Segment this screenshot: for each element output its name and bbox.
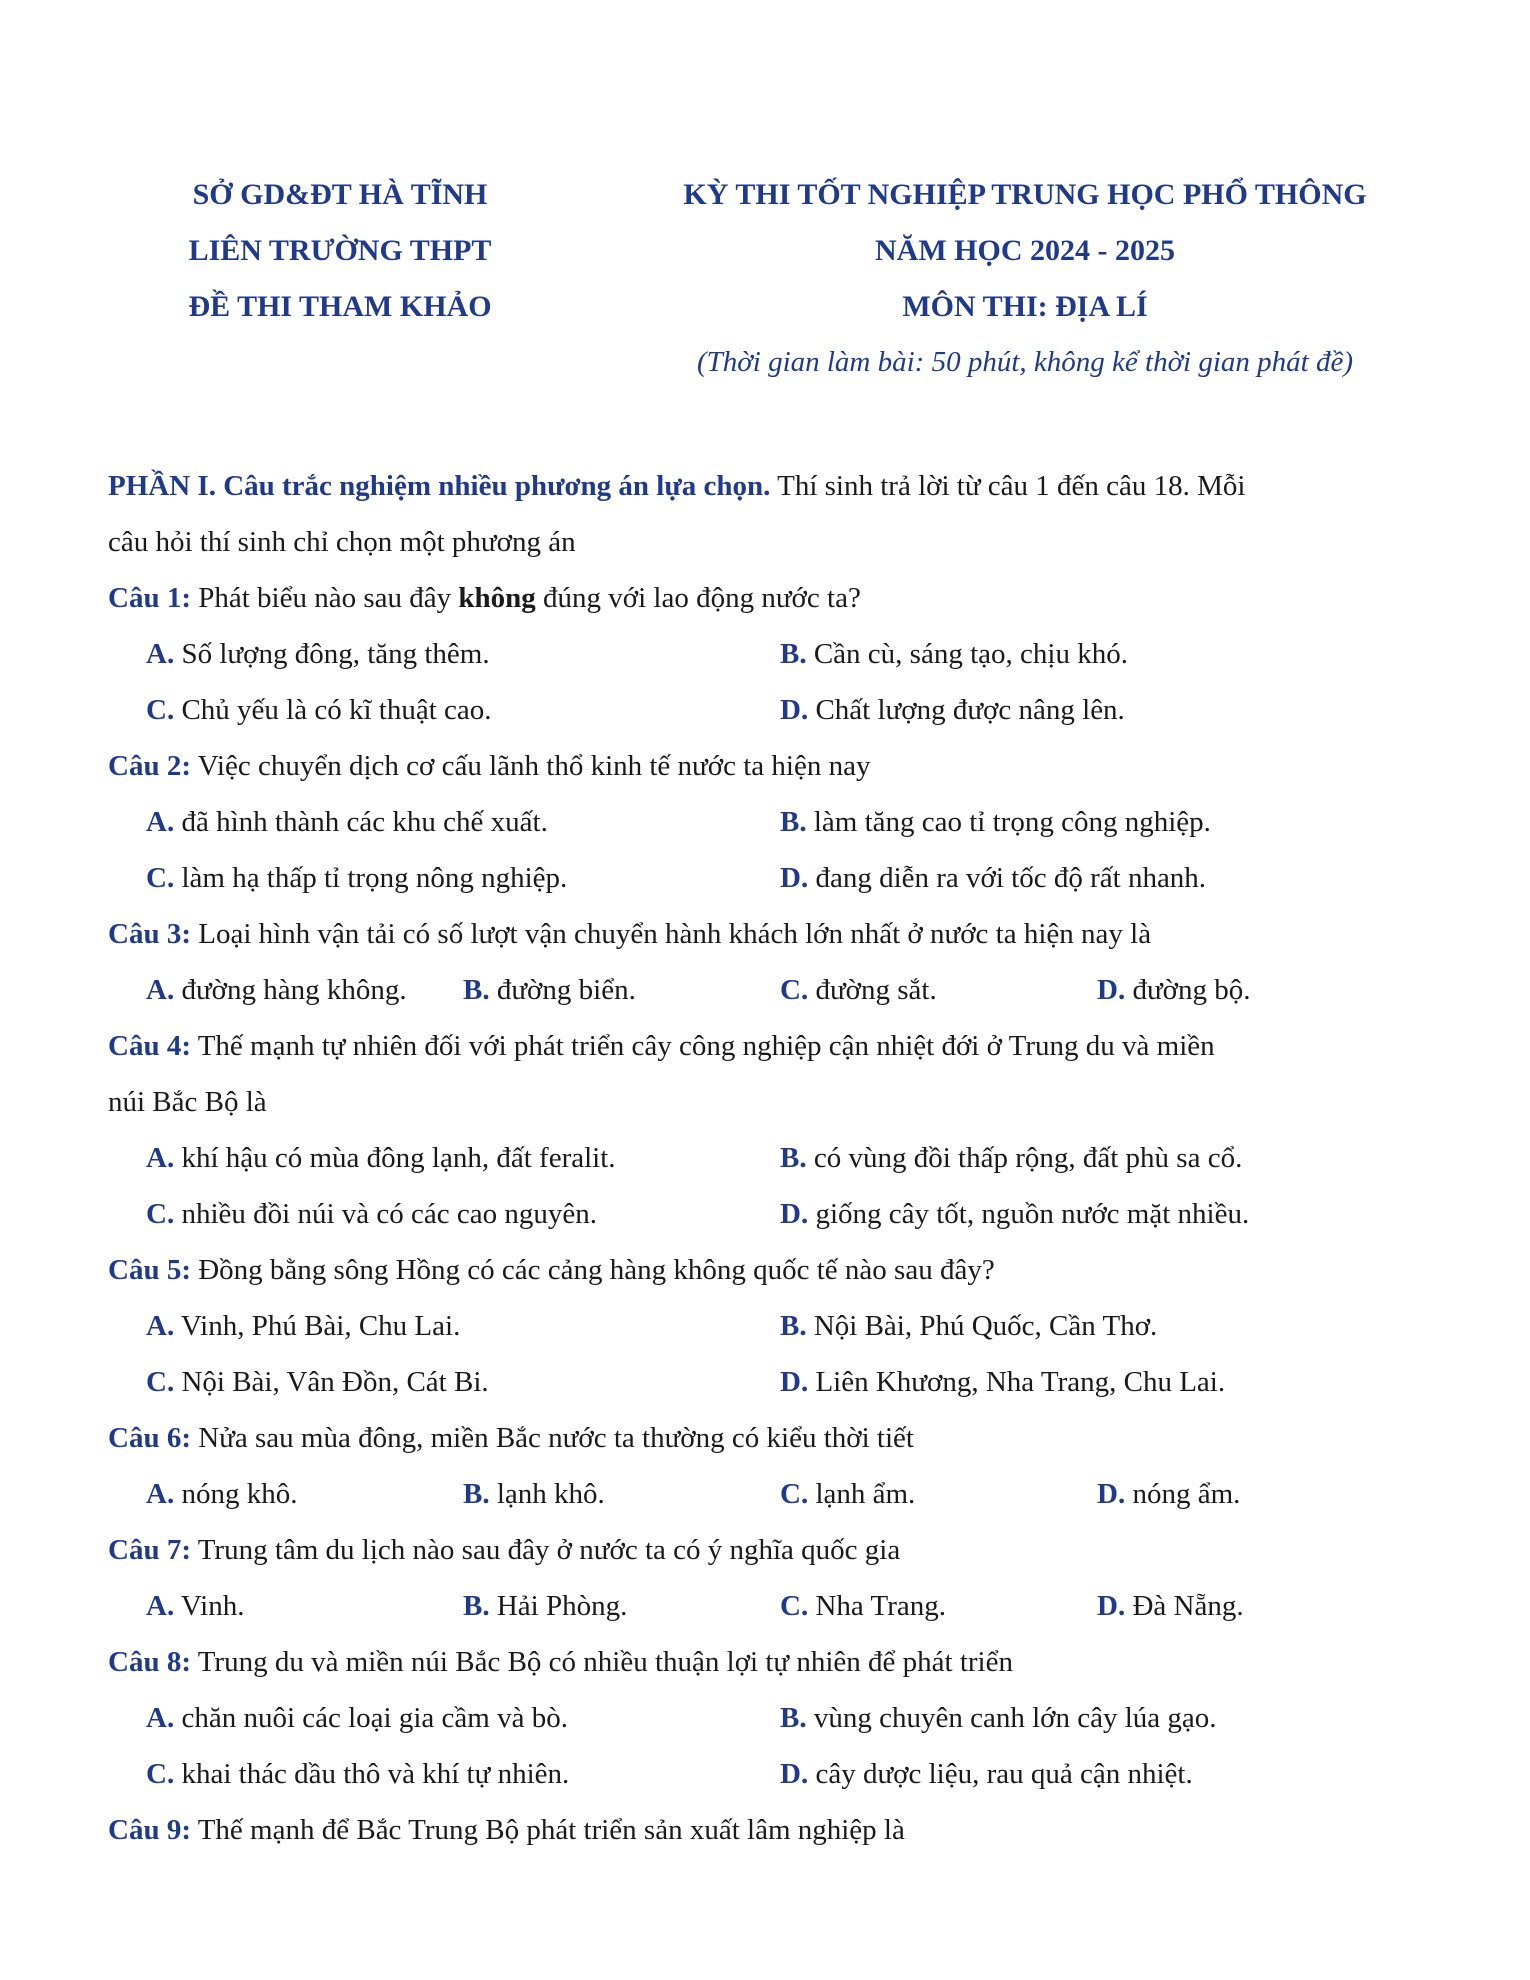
option-d: D. Đà Nẵng. xyxy=(1097,1590,1244,1622)
option-a: A. đường hàng không. xyxy=(146,974,407,1006)
question-label: Câu 5: xyxy=(108,1254,191,1286)
option-a: A. khí hậu có mùa đông lạnh, đất feralit. xyxy=(146,1142,616,1174)
question-6: Câu 6: Nửa sau mùa đông, miền Bắc nước ta thường có kiểu thời tiết xyxy=(108,1422,914,1454)
option-a: A. đã hình thành các khu chế xuất. xyxy=(146,806,548,838)
question-label: Câu 8: xyxy=(108,1646,191,1678)
header-row-1 xyxy=(0,170,1530,226)
question-5: Câu 5: Đồng bằng sông Hồng có các cảng hàng không quốc tế nào sau đây? xyxy=(108,1254,995,1286)
option-c: C. nhiều đồi núi và có các cao nguyên. xyxy=(146,1198,597,1230)
options-row xyxy=(108,1130,1428,1186)
option-d: D. nóng ẩm. xyxy=(1097,1478,1241,1510)
options-row xyxy=(108,626,1428,682)
question-label: Câu 6: xyxy=(108,1422,191,1454)
question-label: Câu 2: xyxy=(108,750,191,782)
question-7: Câu 7: Trung tâm du lịch nào sau đây ở nước ta có ý nghĩa quốc gia xyxy=(108,1534,901,1566)
option-d: D. Liên Khương, Nha Trang, Chu Lai. xyxy=(780,1366,1226,1398)
option-b: B. Nội Bài, Phú Quốc, Cần Thơ. xyxy=(780,1310,1158,1342)
option-a: A. nóng khô. xyxy=(146,1478,298,1510)
options-row xyxy=(108,1578,1428,1634)
options-row xyxy=(108,962,1428,1018)
exam-content xyxy=(108,458,1428,1858)
option-d: D. Chất lượng được nâng lên. xyxy=(780,694,1125,726)
part-instruction: Thí sinh trả lời từ câu 1 đến câu 18. Mỗi xyxy=(770,470,1246,502)
question-8: Câu 8: Trung du và miền núi Bắc Bộ có nhiều thuận lợi tự nhiên để phát triển xyxy=(108,1646,1013,1678)
school-year: NĂM HỌC 2024 - 2025 xyxy=(875,234,1175,267)
option-c: C. đường sắt. xyxy=(780,974,937,1006)
question-2: Câu 2: Việc chuyển dịch cơ cấu lãnh thổ kinh tế nước ta hiện nay xyxy=(108,750,871,782)
option-c: C. Nha Trang. xyxy=(780,1590,946,1622)
option-d: D. cây dược liệu, rau quả cận nhiệt. xyxy=(780,1758,1193,1790)
question-label: Câu 4: xyxy=(108,1030,191,1062)
header-row-3 xyxy=(0,282,1530,338)
header-row-2 xyxy=(0,226,1530,282)
options-row xyxy=(108,1746,1428,1802)
option-b: B. vùng chuyên canh lớn cây lúa gạo. xyxy=(780,1702,1217,1734)
question-9: Câu 9: Thế mạnh để Bắc Trung Bộ phát triển sản xuất lâm nghiệp là xyxy=(108,1814,905,1846)
question-label: Câu 3: xyxy=(108,918,191,950)
option-d: D. đường bộ. xyxy=(1097,974,1251,1006)
question-1: Câu 1: Phát biểu nào sau đây không đúng với lao động nước ta? xyxy=(108,582,861,614)
option-b: B. có vùng đồi thấp rộng, đất phù sa cổ. xyxy=(780,1142,1243,1174)
question-3: Câu 3: Loại hình vận tải có số lượt vận chuyển hành khách lớn nhất ở nước ta hiện nay là xyxy=(108,918,1152,950)
question-4: Câu 4: Thế mạnh tự nhiên đối với phát triển cây công nghiệp cận nhiệt đới ở Trung du và miền xyxy=(108,1030,1215,1062)
options-row xyxy=(108,1466,1428,1522)
option-a: A. chăn nuôi các loại gia cầm và bò. xyxy=(146,1702,568,1734)
option-b: B. Cần cù, sáng tạo, chịu khó. xyxy=(780,638,1128,670)
options-row xyxy=(108,1298,1428,1354)
subject: MÔN THI: ĐỊA LÍ xyxy=(902,290,1148,323)
question-label: Câu 1: xyxy=(108,582,191,614)
department-name: SỞ GD&ĐT HÀ TĨNH xyxy=(192,178,488,211)
question-label: Câu 9: xyxy=(108,1814,191,1846)
exam-header xyxy=(0,170,1530,378)
option-a: A. Vinh. xyxy=(146,1590,245,1622)
options-row xyxy=(108,1354,1428,1410)
option-b: B. làm tăng cao tỉ trọng công nghiệp. xyxy=(780,806,1211,838)
exam-name: KỲ THI TỐT NGHIỆP TRUNG HỌC PHỔ THÔNG xyxy=(683,178,1367,211)
option-c: C. làm hạ thấp tỉ trọng nông nghiệp. xyxy=(146,862,568,894)
option-c: C. khai thác dầu thô và khí tự nhiên. xyxy=(146,1758,570,1790)
option-d: D. đang diễn ra với tốc độ rất nhanh. xyxy=(780,862,1207,894)
part-heading xyxy=(108,458,1428,514)
time-note: (Thời gian làm bài: 50 phút, không kể thời gian phát đề) xyxy=(697,346,1353,378)
part-instruction-cont: câu hỏi thí sinh chỉ chọn một phương án xyxy=(108,526,576,558)
option-a: A. Số lượng đông, tăng thêm. xyxy=(146,638,490,670)
option-a: A. Vinh, Phú Bài, Chu Lai. xyxy=(146,1310,461,1342)
options-row xyxy=(108,1186,1428,1242)
part-title: PHẦN I. Câu trắc nghiệm nhiều phương án lựa chọn. xyxy=(108,470,771,502)
option-c: C. lạnh ẩm. xyxy=(780,1478,916,1510)
school-group: LIÊN TRƯỜNG THPT xyxy=(188,234,492,267)
options-row xyxy=(108,794,1428,850)
exam-type: ĐỀ THI THAM KHẢO xyxy=(188,290,492,323)
options-row xyxy=(108,1690,1428,1746)
option-b: B. lạnh khô. xyxy=(463,1478,605,1510)
question-label: Câu 7: xyxy=(108,1534,191,1566)
emphasis-word: không xyxy=(458,582,536,614)
option-b: B. đường biển. xyxy=(463,974,636,1006)
question-4-cont: núi Bắc Bộ là xyxy=(108,1086,267,1118)
options-row xyxy=(108,850,1428,906)
option-b: B. Hải Phòng. xyxy=(463,1590,628,1622)
option-c: C. Chủ yếu là có kĩ thuật cao. xyxy=(146,694,492,726)
option-c: C. Nội Bài, Vân Đồn, Cát Bi. xyxy=(146,1366,489,1398)
option-d: D. giống cây tốt, nguồn nước mặt nhiều. xyxy=(780,1198,1250,1230)
options-row xyxy=(108,682,1428,738)
